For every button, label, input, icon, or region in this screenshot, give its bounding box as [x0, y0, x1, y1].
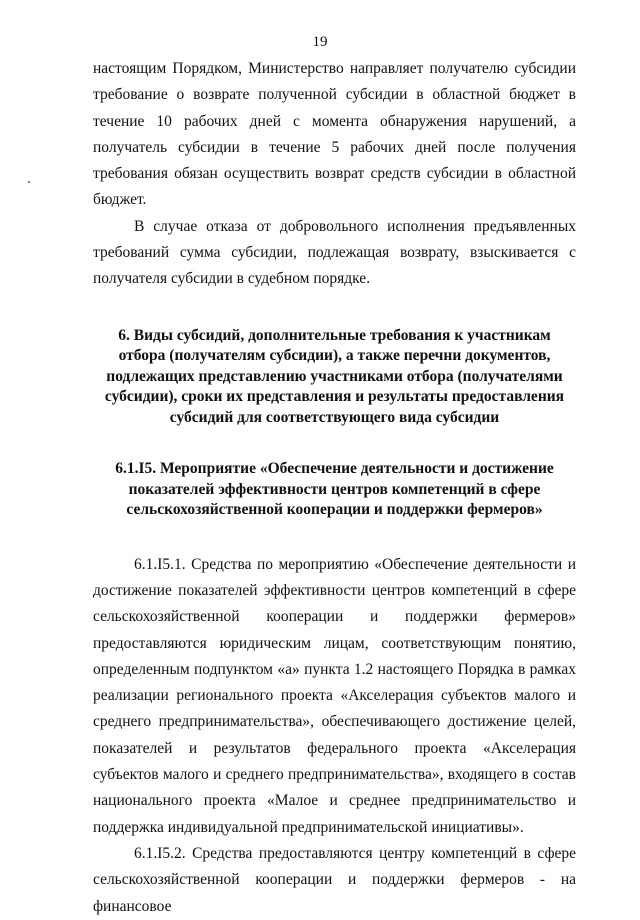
page-number: 19: [312, 34, 328, 50]
paragraph-6-1-i5-2: 6.1.I5.2. Средства предоставляются центру компетенций в сфере сельскохозяйственной кооперации и поддержки фермеров - на финансовое: [93, 844, 576, 915]
section-heading: 6. Виды субсидий, дополнительные требования к участникам отбора (получателям субсидии), а также перечни документов, подлежащих представлению участниками отбора (получателями субсидии), сроки их представления и результаты предоставления субсидий для соответствующего вида субсидии: [104, 326, 565, 426]
scan-speck: [28, 181, 30, 183]
subsection-heading: 6.1.I5. Мероприятие «Обеспечение деятельности и достижение показателей эффективности центров компетенций в сфере сельскохозяйственной кооперации и поддержки фермеров»: [115, 460, 554, 519]
paragraph-6-1-i5-1: 6.1.I5.1. Средства по мероприятию «Обеспечение деятельности и достижение показателей эффективности центров компетенций в сфере сельскохозяйственной кооперации и поддержки фермеров» предоставляются юридическим лицам, соответствующим понятию, определенным подпунктом «а» пункта 1.2 настоящего Порядка в рамках реализации регионального проекта «Акселерация субъектов малого и среднего предпринимательства», обеспечивающего достижение целей, показателей и результатов федерального проекта «Акселерация субъектов малого и среднего предпринимательства», входящего в состав национального проекта «Малое и среднее предпринимательство и поддержка индивидуальной предпринимательской инициативы».: [93, 555, 576, 836]
paragraph-court-recovery: В случае отказа от добровольного исполнения предъявленных требований сумма субсидии, подлежащая возврату, взыскивается с получателя субсидии в судебном порядке.: [93, 217, 576, 288]
paragraph-refund-requirement: настоящим Порядком, Министерство направляет получателю субсидии требование о возврате полученной субсидии в областной бюджет в течение 10 рабочих дней с момента обнаружения нарушений, а получатель субсидии в течение 5 рабочих дней после получения требования обязан осуществить возврат средств субсидии в областной бюджет.: [93, 60, 576, 209]
page-content: [93, 56, 576, 920]
